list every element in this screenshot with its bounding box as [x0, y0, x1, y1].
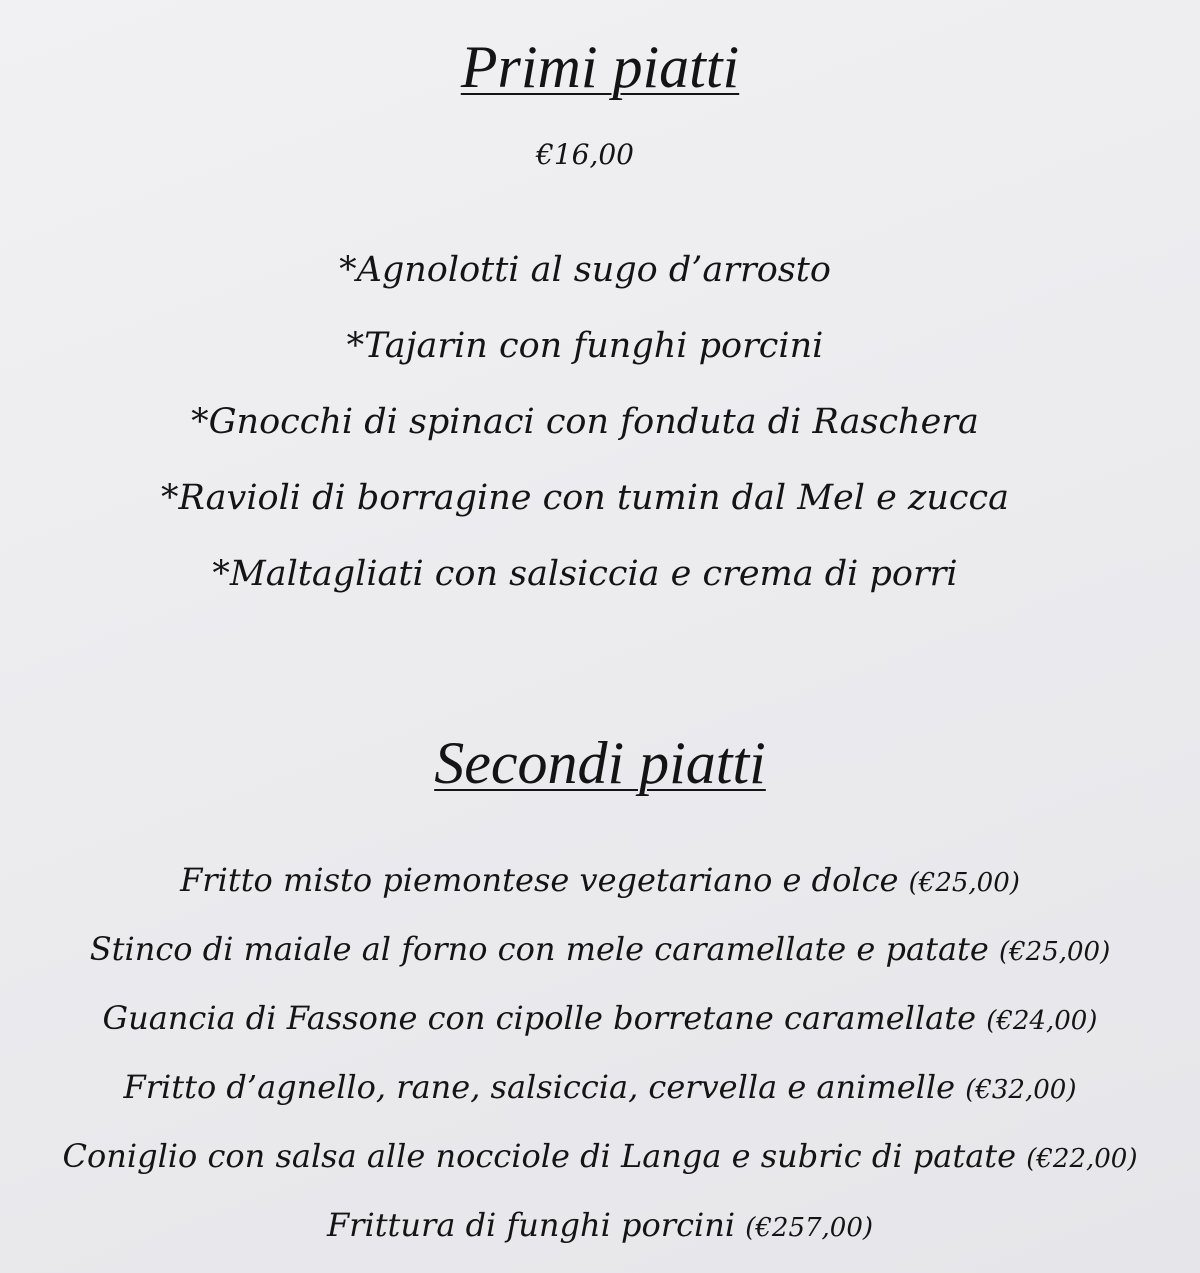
secondi-item	[0, 1122, 1200, 1191]
dish-name: Stinco di maiale al forno con mele caramellate e patate	[89, 930, 989, 968]
dish-name: Guancia di Fassone con cipolle borretane caramellate	[102, 999, 977, 1037]
primi-piatti-title: Primi piatti	[460, 34, 740, 100]
dish-name: Coniglio con salsa alle nocciole di Langa e subric di patate	[62, 1137, 1017, 1175]
secondi-item	[0, 1191, 1200, 1260]
primi-item: *Ravioli di borragine con tumin dal Mel e zucca	[161, 478, 1009, 518]
dish-price: (€22,00)	[1026, 1144, 1138, 1174]
dish-price: (€257,00)	[745, 1213, 874, 1243]
primi-item: *Tajarin con funghi porcini	[346, 326, 824, 366]
dish-price: (€25,00)	[908, 868, 1020, 898]
secondi-item	[0, 984, 1200, 1053]
secondi-piatti-heading	[0, 728, 1200, 798]
secondi-item	[0, 1053, 1200, 1122]
primi-item: *Maltagliati con salsiccia e crema di porri	[212, 554, 958, 594]
primi-item: *Agnolotti al sugo d’arrosto	[339, 250, 831, 290]
dish-name: Frittura di funghi porcini	[326, 1206, 736, 1244]
dish-price: (€25,00)	[998, 937, 1111, 967]
primi-price: €16,00	[536, 138, 634, 171]
primi-piatti-heading	[0, 32, 1200, 102]
secondi-piatti-title: Secondi piatti	[434, 730, 766, 796]
dish-price: (€24,00)	[986, 1006, 1098, 1036]
dish-name: Fritto d’agnello, rane, salsiccia, cervella e animelle	[123, 1068, 956, 1106]
secondi-list	[0, 846, 1200, 1260]
secondi-item	[0, 915, 1200, 984]
primi-list	[0, 232, 1170, 612]
dish-name: Fritto misto piemontese vegetariano e dolce	[180, 861, 899, 899]
primi-item: *Gnocchi di spinaci con fonduta di Raschera	[191, 402, 979, 442]
secondi-item	[0, 846, 1200, 915]
dish-price: (€32,00)	[965, 1075, 1077, 1105]
